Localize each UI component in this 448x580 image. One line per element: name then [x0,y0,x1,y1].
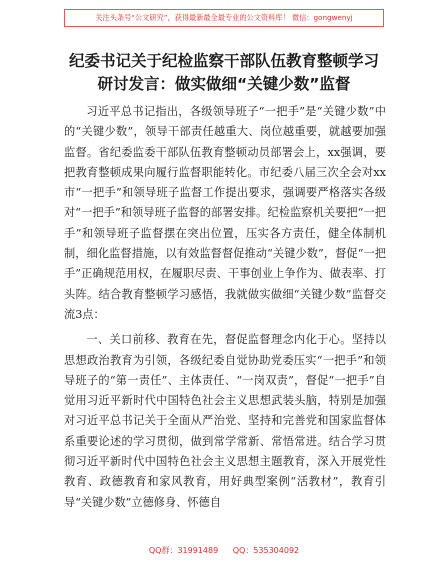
body-paragraph-intro: 习近平总书记指出，各级领导班子“一把手”是“关键少数”中的“关键少数”，领导干部责任越重大、岗位越重要，就越要加强监督。省纪委监委干部队伍教育整顿动员部署会上，xx强调，要把教育整顿成果向履行监督职能转化。市纪委八届三次全会对xx市“一把手”和领导班子监督工作提出要求，强调要严格落实各级对“一把手”和领导班子监督的部署安排。纪检监察机关要把“一把手”和领导班子监督摆在突出位置，压实各方责任，健全体制机制，细化监督措施，以有效监督督促推动“关键少数”，督促“一把手”正确规范用权，在履职尽责、干事创业上争作为、做表率、打头阵。结合教育整顿学习感悟，我就做实做细“关键少数”监督交流3点： [64,105,386,321]
title-line-2: 研讨发言：做实做细“关键少数”监督 [97,75,351,93]
document-body [64,102,386,513]
qq-group-text: QQ群：31991489 [148,546,219,555]
qq-number-text: QQ：535304092 [232,546,300,555]
promo-banner: 关注头条号“公文研究”，获得最新最全最专业的公文资料库！ 微信：gongwenyj [64,9,384,27]
body-paragraph-point-1: 一、关口前移、教育在先，督促监督理念内化于心。坚持以思想政治教育为引领，各级纪委自觉协助党委压实“一把手”和领导班子的“第一责任”、主体责任、“一岗双责”，督促“一把手”自觉用习近平新时代中国特色社会主义思想武装头脑，特别是加强对习近平总书记关于全面从严治党、坚持和完善党和国家监督体系重要论述的学习贯彻，做到常学常新、常悟常进。结合学习贯彻习近平新时代中国特色社会主义思想主题教育，深入开展党性教育、政德教育和家风教育，用好典型案例“活教材”，教育引导“关键少数”立德修身、怀德自 [64,333,386,509]
title-line-1: 纪委书记关于纪检监察干部队伍教育整顿学习 [68,52,379,70]
contact-footer [0,545,448,556]
document-title [40,50,408,96]
